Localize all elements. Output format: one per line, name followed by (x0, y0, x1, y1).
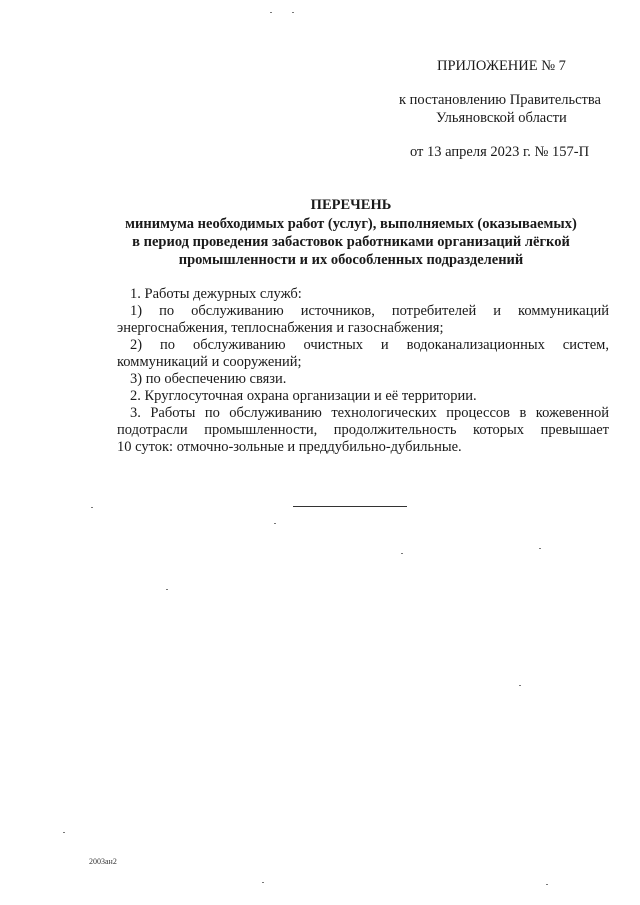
scan-speck (270, 12, 272, 13)
document-subtitle-line-1: минимума необходимых работ (услуг), выполняемых (оказываемых) (125, 216, 577, 232)
scan-speck (274, 523, 276, 524)
closing-divider (293, 506, 407, 507)
scan-speck (401, 553, 403, 554)
document-subtitle-line-2: в период проведения забастовок работниками организаций лёгкой (132, 234, 570, 250)
scan-speck (91, 507, 93, 508)
document-title: ПЕРЕЧЕНЬ (310, 197, 392, 213)
list-item-3-line-2: подотрасли промышленности, продолжительность которых превышает (117, 422, 609, 438)
decree-reference-line-2: Ульяновской области (436, 110, 567, 126)
decree-date-number: от 13 апреля 2023 г. № 157-П (410, 144, 590, 160)
list-subitem-1-2-line-1: 2) по обслуживанию очистных и водоканализационных систем, (130, 337, 609, 353)
list-subitem-1-1-line-2: энергоснабжения, теплоснабжения и газоснабжения; (117, 320, 444, 336)
list-item-1: 1. Работы дежурных служб: (130, 286, 302, 302)
scan-speck (546, 884, 548, 885)
list-item-2: 2. Круглосуточная охрана организации и её территории. (130, 388, 477, 404)
document-subtitle-line-3: промышленности и их обособленных подразделений (178, 252, 524, 268)
scan-speck (63, 832, 65, 833)
decree-reference-line-1: к постановлению Правительства (399, 92, 601, 108)
list-item-3-line-1: 3. Работы по обслуживанию технологических процессов в кожевенной (130, 405, 609, 421)
footer-document-code: 2003ан2 (89, 857, 117, 866)
annex-title: ПРИЛОЖЕНИЕ № 7 (437, 58, 566, 74)
scan-speck (166, 589, 168, 590)
list-subitem-1-3: 3) по обеспечению связи. (130, 371, 287, 387)
list-subitem-1-2-line-2: коммуникаций и сооружений; (117, 354, 302, 370)
list-subitem-1-1-line-1: 1) по обслуживанию источников, потребителей и коммуникаций (130, 303, 609, 319)
scan-speck (262, 882, 264, 883)
list-item-3-line-3: 10 суток: отмочно-зольные и преддубильно-дубильные. (117, 439, 462, 455)
scan-speck (539, 548, 541, 549)
scan-speck (519, 685, 521, 686)
scan-speck (292, 12, 294, 13)
